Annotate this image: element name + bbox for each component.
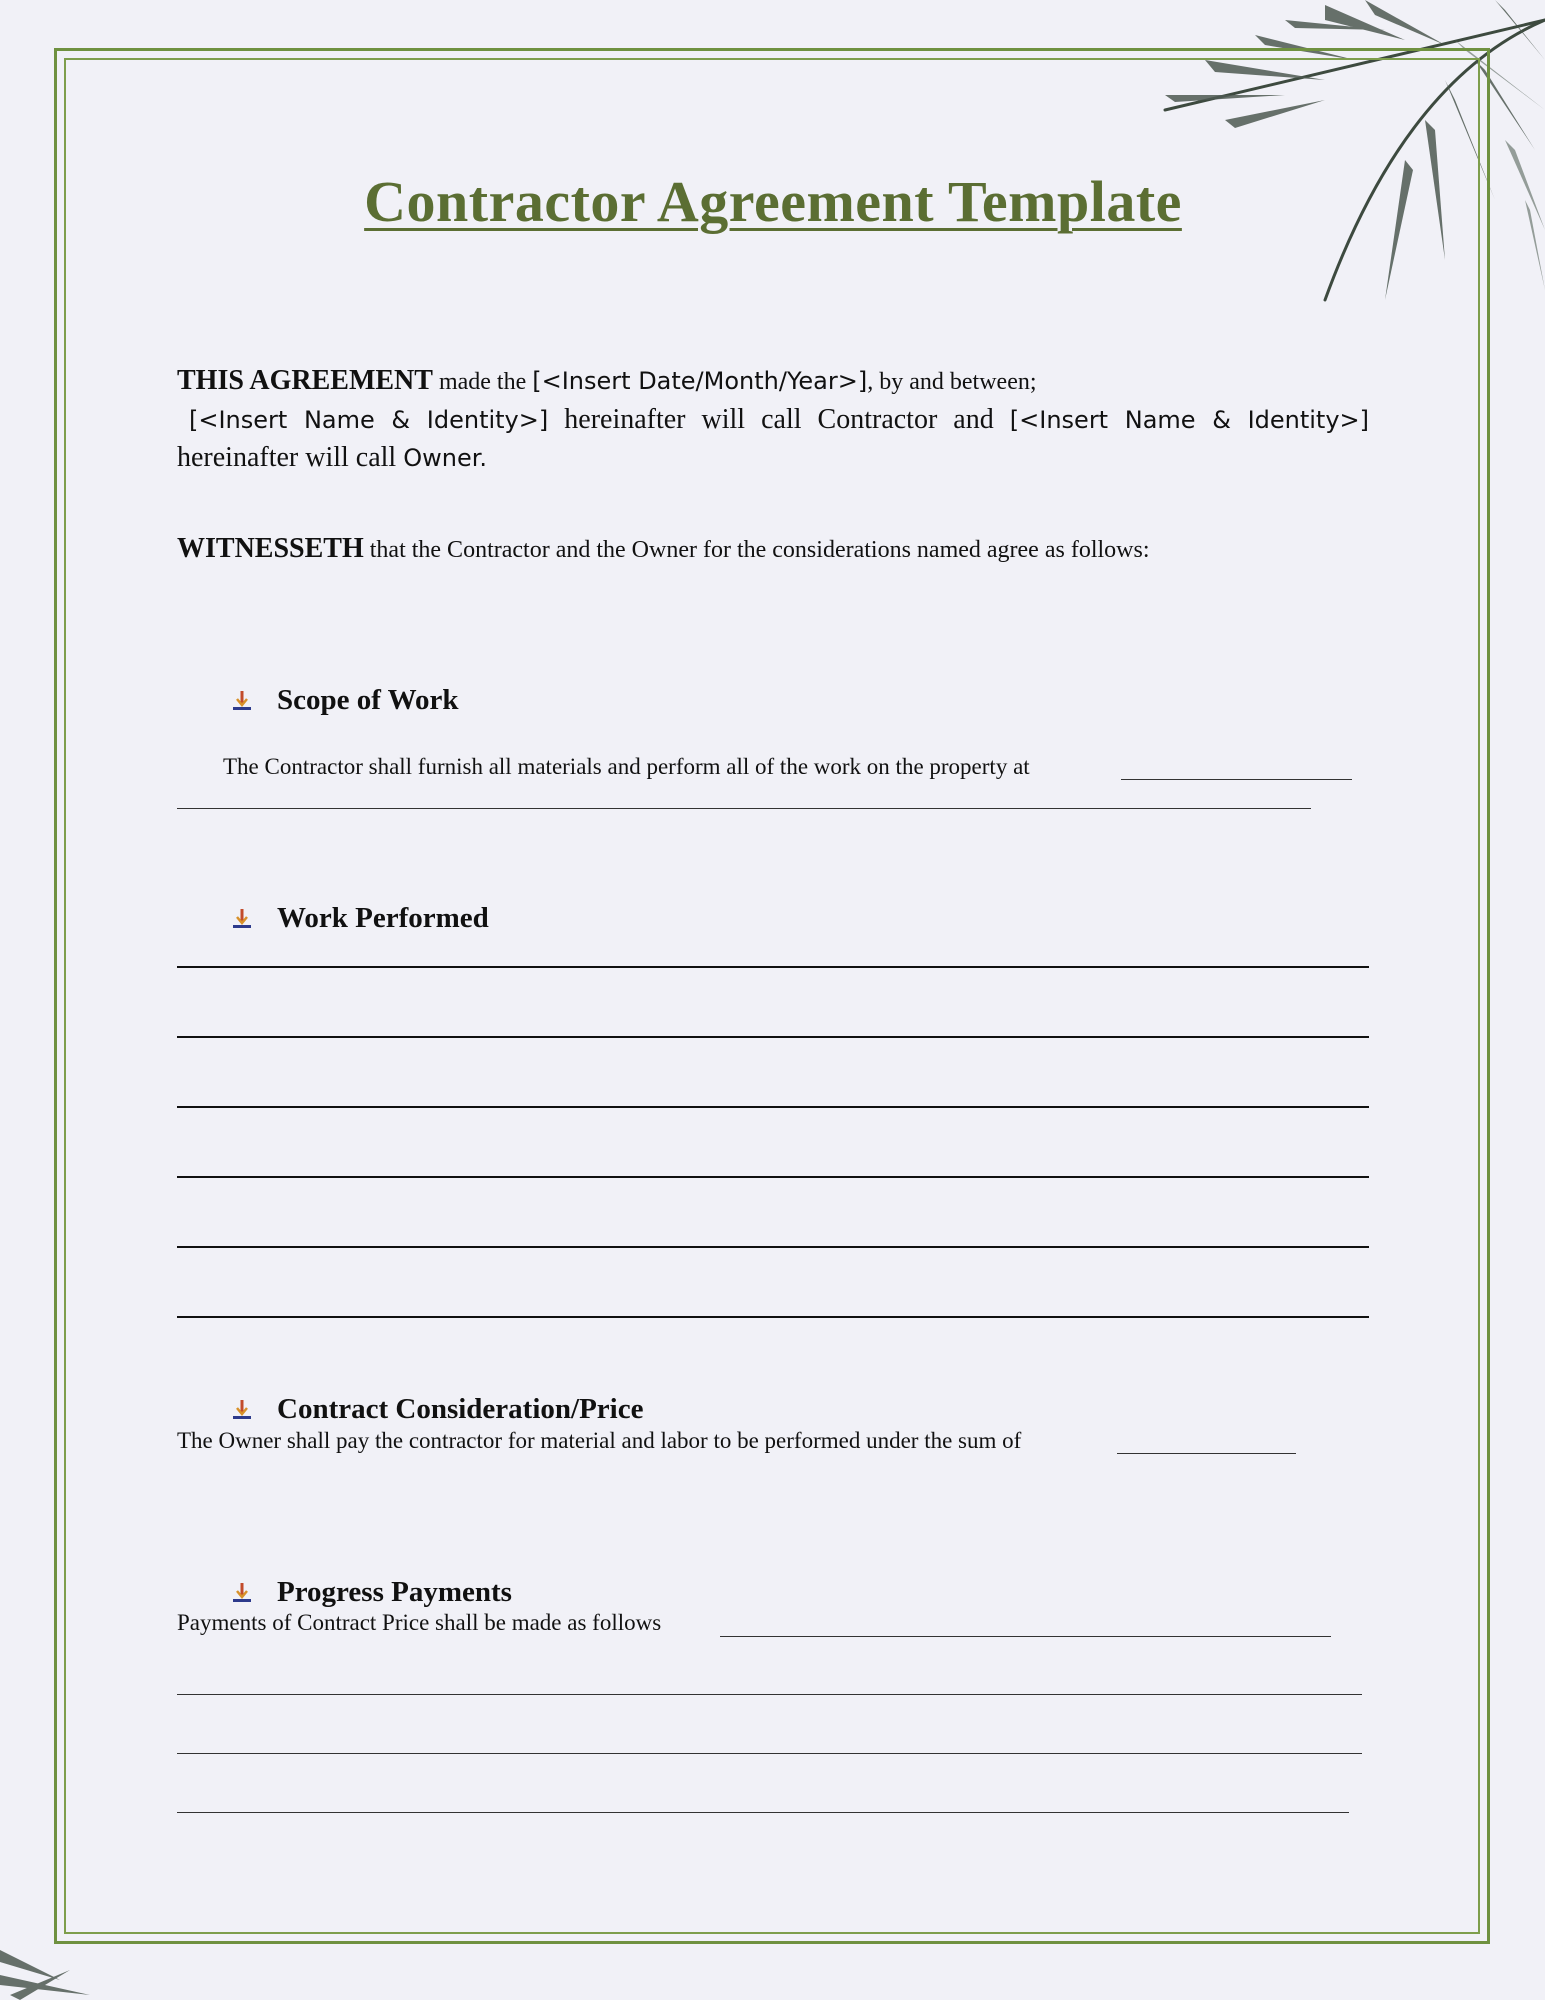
scope-text: The Contractor shall furnish all materials and perform all of the work on the property at [223,754,1030,779]
work-blank-line[interactable] [177,966,1369,968]
scope-blank-line[interactable] [1121,779,1352,780]
owner-name-placeholder: [<Insert Name & Identity>] [1009,406,1370,434]
section-heading-scope: Scope of Work [229,684,459,717]
payments-blank-line[interactable] [177,1753,1362,1754]
intro-end: hereinafter will call [177,442,397,473]
payments-text: Payments of Contract Price shall be made as follows [177,1610,662,1635]
intro-owner: Owner. [403,444,488,472]
payments-blank-line[interactable] [177,1812,1349,1813]
payments-blank-line[interactable] [177,1694,1362,1695]
price-text: The Owner shall pay the contractor for material and labor to be performed under the sum of [177,1428,1022,1453]
intro-made-the: made the [438,369,527,395]
page-border-inner [64,58,1480,1934]
work-blank-line[interactable] [177,1246,1369,1248]
work-blank-line[interactable] [177,1036,1369,1038]
date-placeholder: [<Insert Date/Month/Year>] [532,367,868,395]
intro-by-between: , by and between; [867,369,1037,395]
witness-paragraph [177,530,1369,569]
section-heading-payments: Progress Payments [229,1576,512,1609]
price-blank-line[interactable] [1117,1453,1296,1454]
arrow-bullet-icon [229,688,255,714]
work-blank-line[interactable] [177,1176,1369,1178]
scope-blank-line-2[interactable] [177,808,1311,809]
section-heading-work: Work Performed [229,902,489,935]
section-heading-price: Contract Consideration/Price [229,1393,643,1426]
intro-lead: THIS AGREEMENT [177,365,433,396]
work-blank-line[interactable] [177,1316,1369,1318]
witness-lead: WITNESSETH [177,533,364,564]
intro-paragraph [177,362,1369,477]
witness-text: that the Contractor and the Owner for the considerations named agree as follows: [369,537,1150,563]
intro-mid: hereinafter will call Contractor and [564,404,994,435]
work-blank-line[interactable] [177,1106,1369,1108]
arrow-bullet-icon [229,906,255,932]
payments-blank-line[interactable] [720,1636,1331,1637]
document-title: Contractor Agreement Template [364,169,1182,234]
contractor-name-placeholder: [<Insert Name & Identity>] [189,406,549,434]
arrow-bullet-icon [229,1397,255,1423]
arrow-bullet-icon [229,1580,255,1606]
